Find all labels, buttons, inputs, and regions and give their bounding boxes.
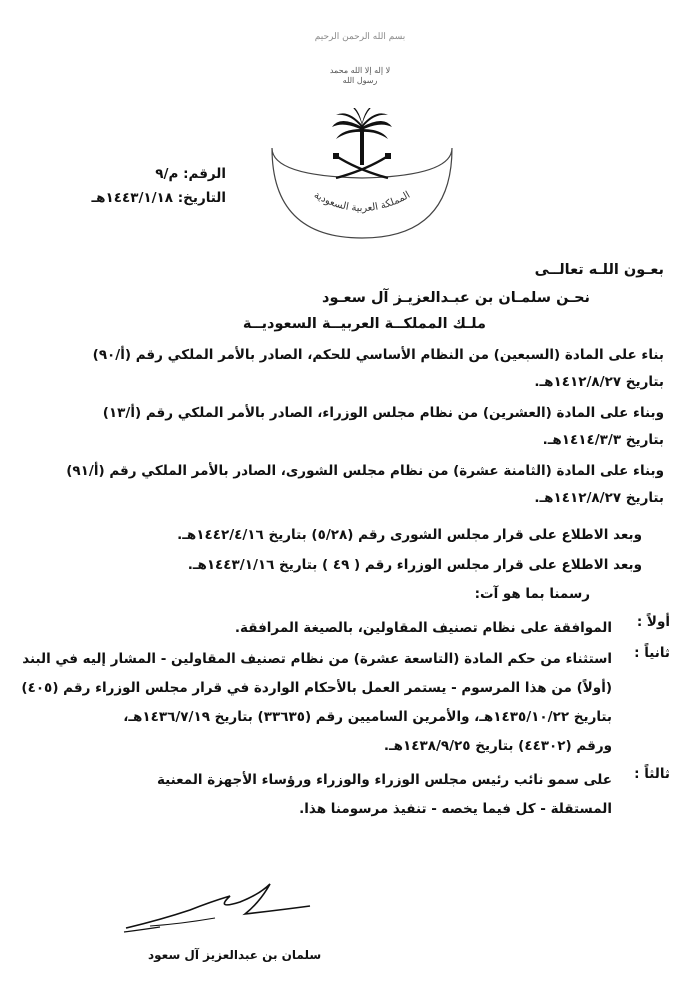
clause-2-label: ثانياً : [634,645,670,661]
clause-1-label: أولاً : [636,614,670,630]
basmala: بسم الله الرحمن الرحيم [314,32,406,42]
clause-3 [30,766,670,824]
reference-number: م/٩ [155,166,179,182]
clause-2-line-2: (أولاً) من هذا المرسوم - يستمر العمل بالأحكام الواردة في قرار مجلس الوزراء رقم (٤٠٥) [21,680,612,696]
reference-number-label: الرقم: [183,166,226,182]
shahada-calligraphy: لا إله إلا الله محمد رسول الله [329,66,391,85]
clause-2-line-1: استثناء من حكم المادة (التاسعة عشرة) من نظام تصنيف المقاولين - المشار إليه في البند [22,651,612,667]
recital-2-line-1: وبناء على المادة (العشرين) من نظام مجلس الوزراء، الصادر بالأمر الملكي رقم (أ/١٣) [102,405,664,421]
recital-3-line-2: بتاريخ ١٤١٢/٨/٢٧هـ. [534,490,664,506]
recital-5: وبعد الاطلاع على قرار مجلس الوزراء رقم ( ٤٩ ) بتاريخ ١٤٤٣/١/١٦هـ. [187,557,642,573]
recital-1-line-2: بتاريخ ١٤١٢/٨/٢٧هـ. [534,374,664,390]
recital-1-line-1: بناء على المادة (السبعين) من النظام الأساسي للحكم، الصادر بالأمر الملكي رقم (أ/٩٠) [92,347,664,363]
decree-phrase: رسمنا بما هو آت: [474,586,590,602]
king-title: ملـك المملكــة العربيــة السعوديــة [242,316,486,332]
king-name: نحـن سلمـان بن عبـدالعزيـز آل سعـود [322,290,590,306]
handwritten-signature [120,880,320,940]
recital-3-line-1: وبناء على المادة (الثامنة عشرة) من نظام مجلس الشورى، الصادر بالأمر الملكي رقم (أ/٩١) [66,463,664,479]
recital-2-line-2: بتاريخ ١٤١٤/٣/٣هـ. [542,432,664,448]
reference-block [36,162,226,210]
palm-icon [332,108,392,165]
invocation: بعـون اللـه تعالــى [534,262,664,278]
reference-date-label: التاريخ: [177,190,226,206]
clause-2 [21,645,670,761]
clause-2-line-4: ورقم (٤٤٣٠٢) بتاريخ ١٤٣٨/٩/٢٥هـ. [383,738,612,754]
clause-3-label: ثالثاً : [634,766,670,782]
clause-1-line: الموافقة على نظام تصنيف المقاولين، بالصيغة المرافقة. [234,620,612,636]
clause-3-line-2: المستقلة - كل فيما يخصه - تنفيذ مرسومنا هذا. [299,801,612,817]
emblem-arc-text: المملكة العربية السعودية [311,189,413,215]
clause-2-line-3: بتاريخ ١٤٣٥/١٠/٢٢هـ، والأمرين الساميين رقم (٣٣٦٣٥) بتاريخ ١٤٣٦/٧/١٩هـ، [123,709,612,725]
reference-number-row [36,162,226,186]
saudi-emblem [262,108,462,248]
signatory-name: سلمان بن عبدالعزيز آل سعود [148,948,322,962]
clause-1 [30,614,670,643]
clause-3-line-1: على سمو نائب رئيس مجلس الوزراء والوزراء ورؤساء الأجهزة المعنية [156,772,612,788]
recital-4: وبعد الاطلاع على قرار مجلس الشورى رقم (٥/٢٨) بتاريخ ١٤٤٢/٤/١٦هـ. [177,527,642,543]
reference-date: ١٤٤٣/١/١٨هـ [91,190,174,206]
reference-date-row [36,186,226,210]
